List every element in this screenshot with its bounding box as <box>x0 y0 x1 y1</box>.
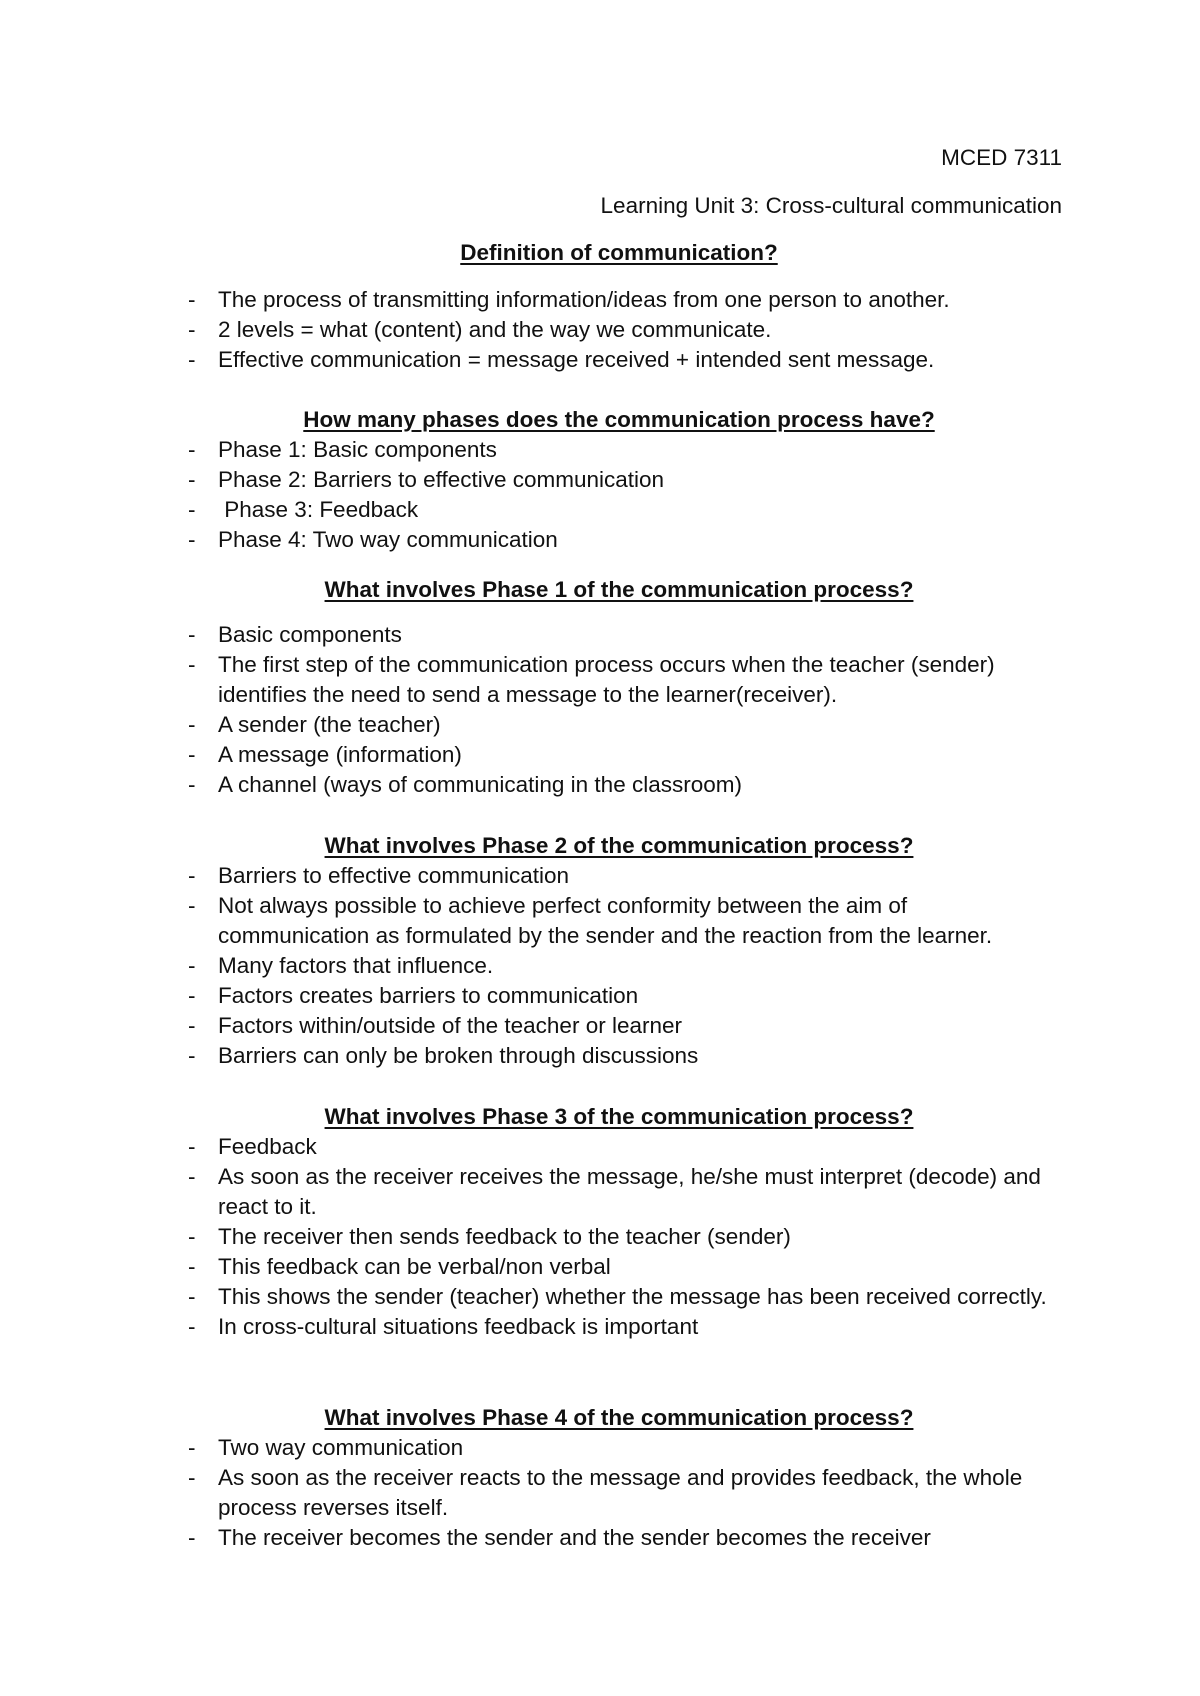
list-item: - Factors within/outside of the teacher or learner <box>180 1011 1060 1041</box>
list-item: - Many factors that influence. <box>180 951 1060 981</box>
list-item: - Barriers to effective communication <box>180 861 1060 891</box>
section-phase-4 <box>180 1433 1060 1553</box>
list-item: - Feedback <box>180 1132 1060 1162</box>
list-item: - Phase 3: Feedback <box>180 495 1060 525</box>
list-item: - As soon as the receiver reacts to the message and provides feedback, the whole process reverses itself. <box>180 1463 1060 1523</box>
unit-title: Learning Unit 3: Cross-cultural communication <box>600 193 1062 218</box>
list-item: - Not always possible to achieve perfect conformity between the aim of communication as formulated by the sender and the reaction from the learner. <box>180 891 1060 951</box>
list-item: - Effective communication = message received + intended sent message. <box>180 345 1060 375</box>
section-heading-phase-1: What involves Phase 1 of the communication process? <box>324 577 914 602</box>
list-item: - Phase 1: Basic components <box>180 435 1060 465</box>
list-item: - The receiver becomes the sender and the sender becomes the receiver <box>180 1523 1060 1553</box>
list-item: - In cross-cultural situations feedback is important <box>180 1312 1060 1342</box>
list-item: - Basic components <box>180 620 1060 650</box>
list-item: - Phase 4: Two way communication <box>180 525 1060 555</box>
section-phase-1 <box>180 620 1060 800</box>
section-heading-phases: How many phases does the communication process have? <box>303 407 935 432</box>
list-item: - A channel (ways of communicating in the classroom) <box>180 770 1060 800</box>
section-heading-definition: Definition of communication? <box>460 240 778 265</box>
list-item: - The process of transmitting information/ideas from one person to another. <box>180 285 1060 315</box>
section-heading-phase-4: What involves Phase 4 of the communication process? <box>324 1405 914 1430</box>
section-heading-phase-2: What involves Phase 2 of the communication process? <box>324 833 914 858</box>
list-item: - Factors creates barriers to communication <box>180 981 1060 1011</box>
section-definition <box>180 285 1060 375</box>
list-item: - A message (information) <box>180 740 1060 770</box>
list-item: - 2 levels = what (content) and the way we communicate. <box>180 315 1060 345</box>
course-code: MCED 7311 <box>941 145 1062 170</box>
list-item: - Phase 2: Barriers to effective communication <box>180 465 1060 495</box>
list-item: - The first step of the communication process occurs when the teacher (sender) identifies the need to send a message to the learner(receiver). <box>180 650 1060 710</box>
section-phases <box>180 435 1060 555</box>
list-item: - This shows the sender (teacher) whether the message has been received correctly. <box>180 1282 1060 1312</box>
section-heading-phase-3: What involves Phase 3 of the communication process? <box>324 1104 914 1129</box>
list-item: - Two way communication <box>180 1433 1060 1463</box>
list-item: - This feedback can be verbal/non verbal <box>180 1252 1060 1282</box>
section-phase-2 <box>180 861 1060 1071</box>
list-item: - The receiver then sends feedback to the teacher (sender) <box>180 1222 1060 1252</box>
list-item: - A sender (the teacher) <box>180 710 1060 740</box>
list-item: - As soon as the receiver receives the message, he/she must interpret (decode) and react to it. <box>180 1162 1060 1222</box>
section-phase-3 <box>180 1132 1060 1342</box>
list-item: - Barriers can only be broken through discussions <box>180 1041 1060 1071</box>
